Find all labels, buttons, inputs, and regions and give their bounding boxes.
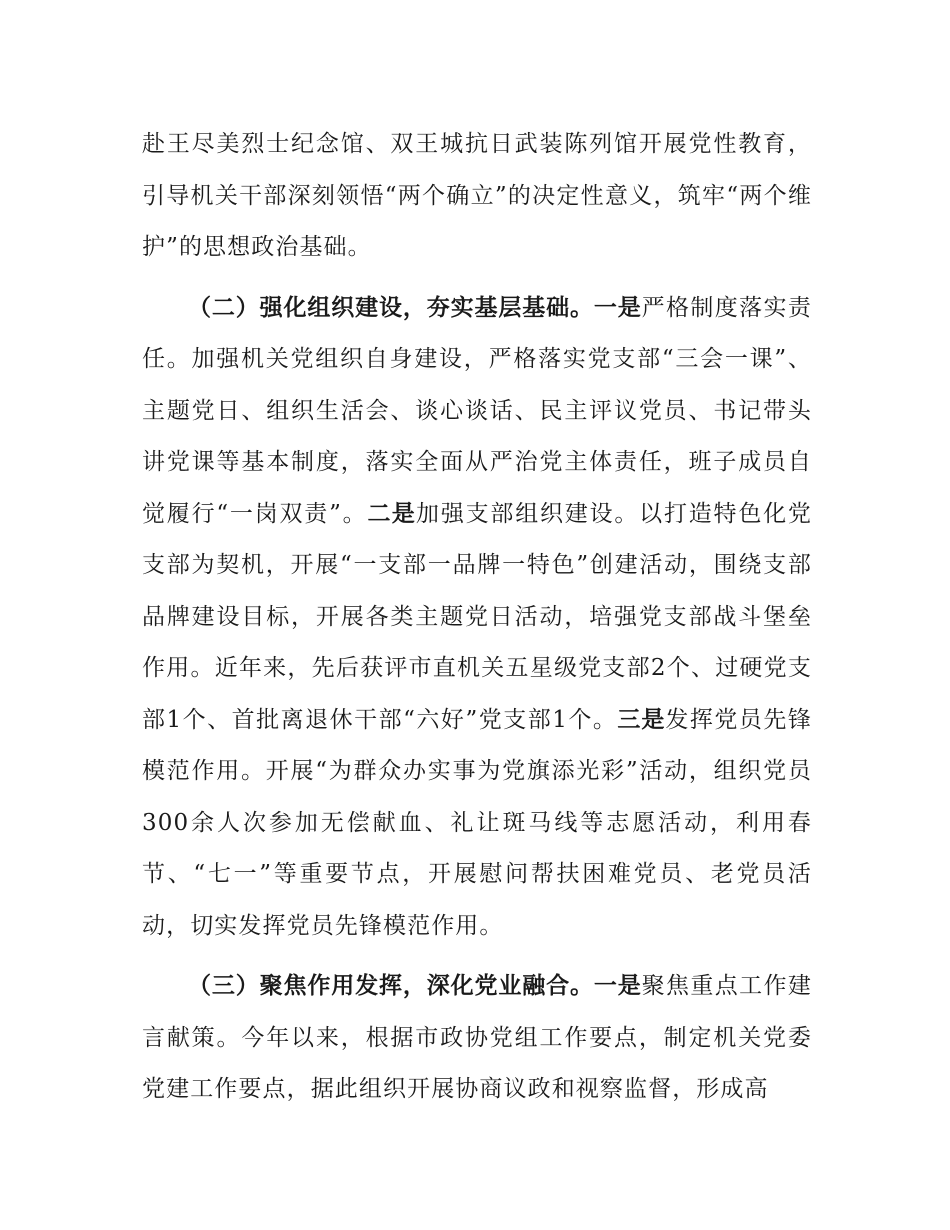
section-2-heading: （二）强化组织建设，夯实基层基础。一是 xyxy=(188,294,642,321)
paragraph-1 xyxy=(142,119,812,274)
paragraph-2 xyxy=(142,283,812,953)
section-2-point-2-label: 二是 xyxy=(367,500,417,527)
section-2-point-1-text: 严格制度落实责任。加强机关党组织自身建设，严格落实党支部“三会一课”、主题党日、组织生活会、谈心谈话、民主评议党员、书记带头讲党课等基本制度，落实全面从严治党主体责任，班子成员自觉履行“一岗双责”。 xyxy=(142,294,812,527)
section-3-point-1-text: 聚焦重点工作建言献策。今年以来，根据市政协党组工作要点，制定机关党委党建工作要点，据此组织开展协商议政和视察监督，形成高 xyxy=(142,973,812,1102)
paragraph-1-text: 赴王尽美烈士纪念馆、双王城抗日武装陈列馆开展党性教育，引导机关干部深刻领悟“两个确立”的决定性意义，筑牢“两个维护”的思想政治基础。 xyxy=(142,131,812,260)
section-2-point-3-text: 发挥党员先锋模范作用。开展“为群众办实事为党旗添光彩”活动，组织党员300余人次参加无偿献血、礼让斑马线等志愿活动，利用春节、“七一”等重要节点，开展慰问帮扶困难党员、老党员活动，切实发挥党员先锋模范作用。 xyxy=(142,706,812,939)
document-page xyxy=(142,119,812,1116)
section-2-point-2-text: 加强支部组织建设。以打造特色化党支部为契机，开展“一支部一品牌一特色”创建活动，围绕支部品牌建设目标，开展各类主题党日活动，培强党支部战斗堡垒作用。近年来，先后获评市直机关五星级党支部2个、过硬党支部1个、首批离退休干部“六好”党支部1个。 xyxy=(142,500,812,733)
section-3-heading: （三）聚焦作用发挥，深化党业融合。一是 xyxy=(188,973,642,999)
section-2-point-3-label: 三是 xyxy=(617,706,666,733)
paragraph-3 xyxy=(142,961,812,1116)
